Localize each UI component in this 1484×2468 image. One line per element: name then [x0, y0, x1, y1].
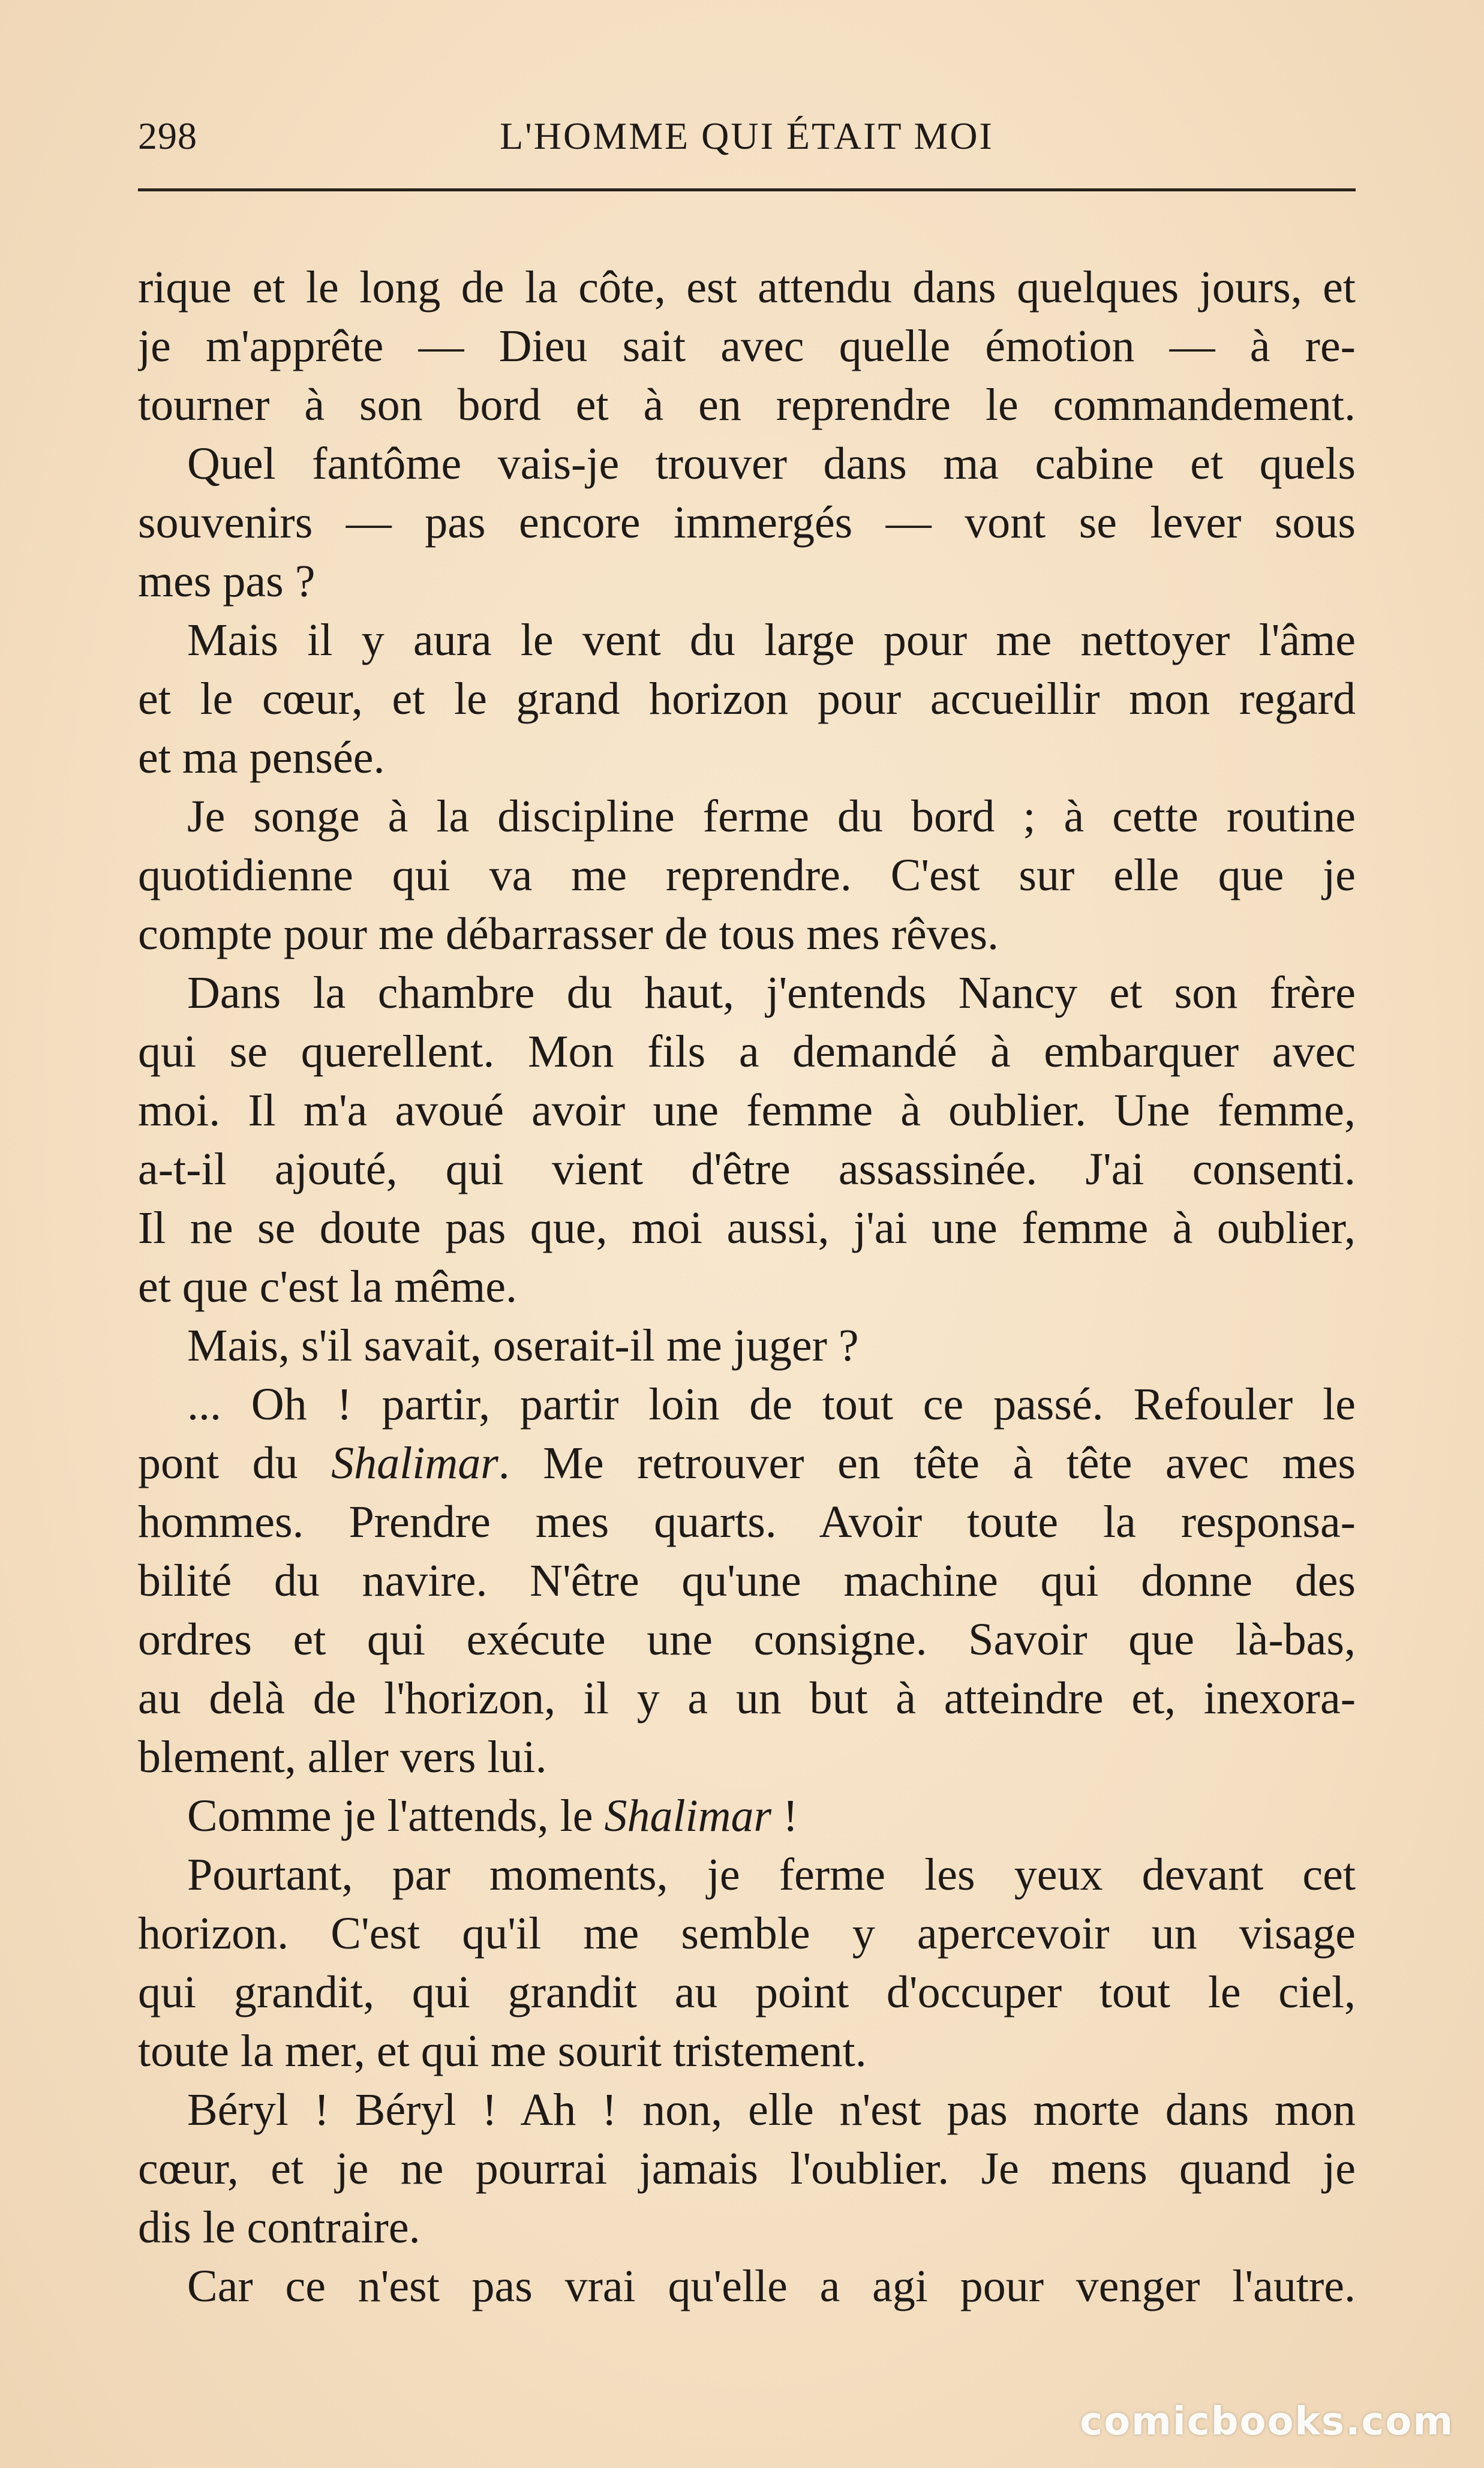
ship-name: Shalimar — [604, 1791, 772, 1841]
text-line: mes pas ? — [138, 556, 316, 607]
text-line: ordres et qui exécute une consigne. Savoir que là-bas, — [138, 1614, 1356, 1665]
text-line: qui grandit, qui grandit au point d'occuper tout le ciel, — [138, 1967, 1356, 2017]
text-line: quotidienne qui va me reprendre. C'est sur elle que je — [138, 850, 1356, 900]
ship-name: Shalimar — [331, 1438, 498, 1488]
text-line: hommes. Prendre mes quarts. Avoir toute la responsa- — [138, 1497, 1356, 1547]
text-line: et ma pensée. — [138, 732, 385, 783]
page-header — [138, 102, 1356, 174]
text-line: horizon. C'est qu'il me semble y apercevoir un visage — [138, 1908, 1356, 1959]
text-line: Mais, s'il savait, oserait-il me juger ? — [187, 1320, 859, 1371]
text-line: bilité du navire. N'être qu'une machine qui donne des — [138, 1556, 1356, 1606]
text-line: souvenirs — pas encore immergés — vont se lever sous — [138, 497, 1356, 548]
text-line: Car ce n'est pas vrai qu'elle a agi pour venger l'autre. — [187, 2261, 1356, 2311]
text-line: blement, aller vers lui. — [138, 1732, 547, 1782]
text-line: et le cœur, et le grand horizon pour accueillir mon regard — [138, 674, 1356, 724]
text-line: pont du Shalimar. Me retrouver en tête à tête avec mes — [138, 1438, 1356, 1488]
header-rule — [138, 188, 1356, 191]
text-line: Béryl ! Béryl ! Ah ! non, elle n'est pas morte dans mon — [187, 2085, 1356, 2135]
text-line: toute la mer, et qui me sourit tristement. — [138, 2026, 867, 2076]
text-line: Je songe à la discipline ferme du bord ; à cette routine — [187, 791, 1356, 842]
text-line: au delà de l'horizon, il y a un but à atteindre et, inexora- — [138, 1673, 1356, 1724]
text-line: et que c'est la même. — [138, 1262, 517, 1312]
text-line: moi. Il m'a avoué avoir une femme à oublier. Une femme, — [138, 1085, 1356, 1136]
text-line: qui se querellent. Mon fils a demandé à embarquer avec — [138, 1026, 1356, 1077]
text-line: Dans la chambre du haut, j'entends Nancy et son frère — [187, 968, 1356, 1018]
text-line: Quel fantôme vais-je trouver dans ma cabine et quels — [187, 439, 1356, 489]
text-line: rique et le long de la côte, est attendu dans quelques jours, et — [138, 262, 1356, 313]
text-line: je m'apprête — Dieu sait avec quelle émotion — à re- — [138, 321, 1356, 371]
text-line: a-t-il ajouté, qui vient d'être assassinée. J'ai consenti. — [138, 1144, 1356, 1194]
watermark: comicbooks.com — [1080, 2400, 1454, 2444]
text-line: cœur, et je ne pourrai jamais l'oublier. Je mens quand je — [138, 2143, 1356, 2194]
text-line: Comme je l'attends, le Shalimar ! — [187, 1791, 798, 1841]
text-line: compte pour me débarrasser de tous mes rêves. — [138, 909, 999, 959]
text-line: dis le contraire. — [138, 2202, 420, 2253]
text-line: ... Oh ! partir, partir loin de tout ce passé. Refouler le — [187, 1379, 1356, 1430]
running-title: L'HOMME QUI ÉTAIT MOI — [500, 115, 994, 157]
text-line: Il ne se doute pas que, moi aussi, j'ai une femme à oublier, — [138, 1203, 1356, 1253]
text-line: Pourtant, par moments, je ferme les yeux devant cet — [187, 1850, 1356, 1900]
body-text — [138, 258, 1356, 2316]
text-line: Mais il y aura le vent du large pour me nettoyer l'âme — [187, 615, 1356, 665]
page-number: 298 — [138, 115, 197, 157]
text-line: tourner à son bord et à en reprendre le commandement. — [138, 380, 1356, 430]
